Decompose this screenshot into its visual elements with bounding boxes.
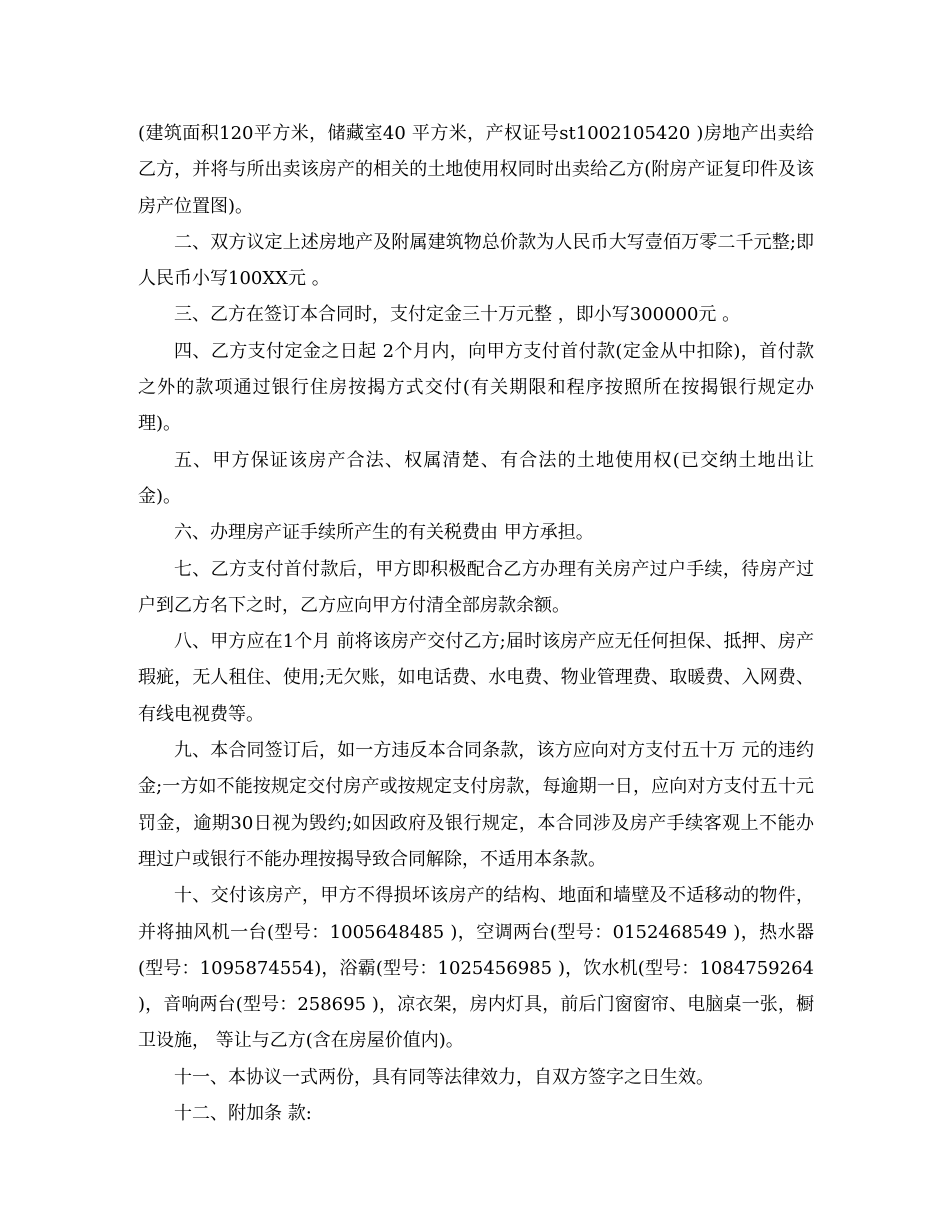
clause-7-transfer: 七、乙方支付首付款后，甲方即积极配合乙方办理有关房产过户手续，待房产过户到乙方名下之时，乙方应向甲方付清全部房款余额。 <box>138 558 814 616</box>
paragraph-property-description: (建筑面积120平方米，储藏室40 平方米，产权证号st1002105420 )房地产出卖给乙方，并将与所出卖该房产的相关的土地使用权同时出卖给乙方(附房产证复印件及该房产位置图)。 <box>138 123 814 217</box>
clause-3-deposit: 三、乙方在签订本合同时，支付定金三十万元整 ，即小写300000元 。 <box>174 304 741 326</box>
clause-6-taxes: 六、办理房产证手续所产生的有关税费由 甲方承担。 <box>174 522 594 544</box>
clause-11-copies: 十一、本协议一式两份，具有同等法律效力，自双方签字之日生效。 <box>174 1066 714 1088</box>
contract-body <box>138 116 820 1132</box>
clause-12-additional-terms: 十二、附加条 款: <box>174 1103 312 1125</box>
clause-4-down-payment: 四、乙方支付定金之日起 2个月内，向甲方支付首付款(定金从中扣除)，首付款之外的款项通过银行住房按揭方式交付(有关期限和程序按照所在按揭银行规定办理)。 <box>138 340 814 435</box>
clause-10-fixtures: 十、交付该房产，甲方不得损坏该房产的结构、地面和墙壁及不适移动的物件，并将抽风机一台(型号：1005648485 )，空调两台(型号：0152468549 )，热水器(型号：1095874554)，浴霸(型号：1025456985 )，饮水机(型号：1084759264 )，音响两台(型号：258695 )，凉衣架，房内灯具，前后门窗窗帘、电脑桌一张，橱卫设施， 等让与乙方(含在房屋价值内)。 <box>138 885 820 1052</box>
clause-8-delivery: 八、甲方应在1个月 前将该房产交付乙方;届时该房产应无任何担保、抵押、房产瑕疵，无人租住、使用;无欠账，如电话费、水电费、物业管理费、取暖费、入网费、有线电视费等。 <box>138 631 814 725</box>
clause-5-title-guarantee: 五、甲方保证该房产合法、权属清楚、有合法的土地使用权(已交纳土地出让金)。 <box>138 449 814 507</box>
clause-9-breach: 九、本合同签订后，如一方违反本合同条款，该方应向对方支付五十万 元的违约金;一方如不能按规定交付房产或按规定支付房款，每逾期一日，应向对方支付五十元罚金，逾期30日视为毁约;如因政府及银行规定，本合同涉及房产手续客观上不能办理过户或银行不能办理按揭导致合同解除，不适用本条款。 <box>138 740 814 870</box>
clause-2-total-price: 二、双方议定上述房地产及附属建筑物总价款为人民币大写壹佰万零二千元整;即人民币小写100XX元 。 <box>138 231 814 290</box>
